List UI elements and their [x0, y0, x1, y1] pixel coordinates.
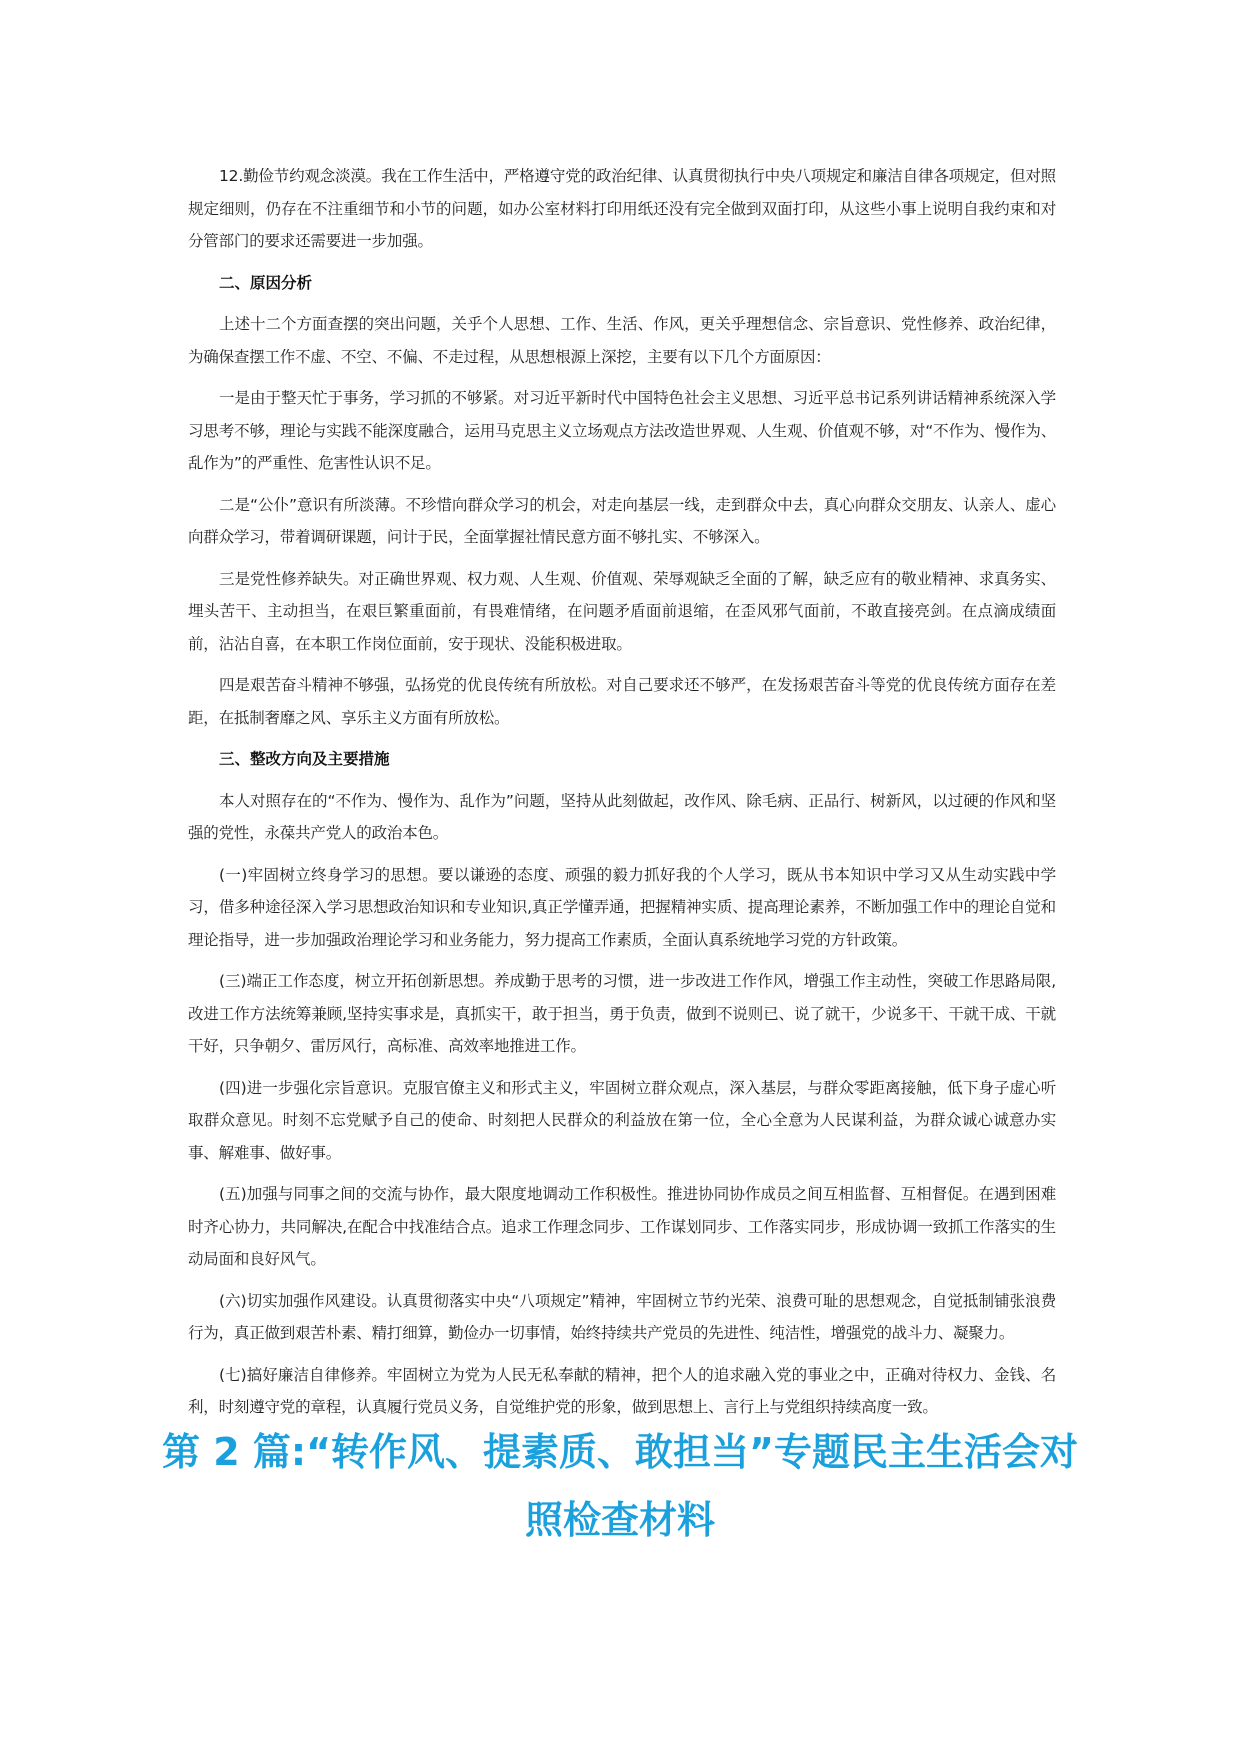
paragraph-measure-7: (七)搞好廉洁自律修养。牢固树立为党为人民无私奉献的精神，把个人的追求融入党的事业之中，正确对待权力、金钱、名利，时刻遵守党的章程，认真履行党员义务，自觉维护党的形象，做到思想上、言行上与党组织持续高度一致。	[188, 1365, 1056, 1416]
paragraph-measure-6: (六)切实加强作风建设。认真贯彻落实中央“八项规定”精神，牢固树立节约光荣、浪费可耻的思想观念，自觉抵制铺张浪费行为，真正做到艰苦朴素、精打细算，勤俭办一切事情，始终持续共产党员的先进性、纯洁性，增强党的战斗力、凝聚力。	[188, 1291, 1056, 1342]
paragraph-measures-intro: 本人对照存在的“不作为、慢作为、乱作为”问题，坚持从此刻做起，改作风、除毛病、正品行、树新风，以过硬的作风和坚强的党性，永葆共产党人的政治本色。	[188, 791, 1056, 842]
paragraph-frugality: 12.勤俭节约观念淡漠。我在工作生活中，严格遵守党的政治纪律、认真贯彻执行中央八项规定和廉洁自律各项规定，但对照规定细则，仍存在不注重细节和小节的问题，如办公室材料打印用纸还没有完全做到双面打印，从这些小事上说明自我约束和对分管部门的要求还需要进一步加强。	[188, 167, 1056, 250]
paragraph-cause-2: 二是“公仆”意识有所淡薄。不珍惜向群众学习的机会，对走向基层一线，走到群众中去，真心向群众交朋友、认亲人、虚心向群众学习，带着调研课题，问计于民，全面掌握社情民意方面不够扎实、不够深入。	[188, 495, 1056, 546]
section-heading-causes: 二、原因分析	[219, 273, 313, 292]
paragraph-measure-3: (三)端正工作态度，树立开拓创新思想。养成勤于思考的习惯，进一步改进工作作风，增强工作主动性，突破工作思路局限,改进工作方法统筹兼顾,坚持实事求是，真抓实干，敢于担当，勇于负责，做到不说则已、说了就干，少说多干、干就干成、干就干好，只争朝夕、雷厉风行，高标准、高效率地推进工作。	[188, 972, 1056, 1055]
paragraph-measure-5: (五)加强与同事之间的交流与协作，最大限度地调动工作积极性。推进协同协作成员之间互相监督、互相督促。在遇到困难时齐心协力，共同解决,在配合中找准结合点。追求工作理念同步、工作谋划同步、工作落实同步，形成协调一致抓工作落实的生动局面和良好风气。	[188, 1185, 1056, 1268]
paragraph-cause-3: 三是党性修养缺失。对正确世界观、权力观、人生观、价值观、荣辱观缺乏全面的了解，缺乏应有的敬业精神、求真务实、埋头苦干、主动担当，在艰巨繁重面前，有畏难情绪，在问题矛盾面前退缩，在歪风邪气面前，不敢直接亮剑。在点滴成绩面前，沾沾自喜，在本职工作岗位面前，安于现状、没能积极进取。	[188, 569, 1056, 653]
paragraph-causes-intro: 上述十二个方面查摆的突出问题，关乎个人思想、工作、生活、作风，更关乎理想信念、宗旨意识、党性修养、政治纪律，为确保查摆工作不虚、不空、不偏、不走过程，从思想根源上深挖，主要有以下几个方面原因：	[188, 315, 1056, 366]
paragraph-cause-4: 四是艰苦奋斗精神不够强，弘扬党的优良传统有所放松。对自己要求还不够严，在发扬艰苦奋斗等党的优良传统方面存在差距，在抵制奢靡之风、享乐主义方面有所放松。	[188, 676, 1056, 727]
document-body	[188, 160, 1056, 1433]
section-heading-measures: 三、整改方向及主要措施	[219, 750, 390, 768]
paragraph-measure-1: (一)牢固树立终身学习的思想。要以谦逊的态度、顽强的毅力抓好我的个人学习，既从书本知识中学习又从生动实践中学习，借多种途径深入学习思想政治知识和专业知识,真正学懂弄通，把握精神实质、提高理论素养，不断加强工作中的理论自觉和理论指导，进一步加强政治理论学习和业务能力，努力提高工作素质，全面认真系统地学习党的方针政策。	[188, 865, 1056, 949]
paragraph-cause-1: 一是由于整天忙于事务，学习抓的不够紧。对习近平新时代中国特色社会主义思想、习近平总书记系列讲话精神系统深入学习思考不够，理论与实践不能深度融合，运用马克思主义立场观点方法改造世界观、人生观、价值观不够，对“不作为、慢作为、乱作为”的严重性、危害性认识不足。	[188, 389, 1056, 472]
paragraph-measure-4: (四)进一步强化宗旨意识。克服官僚主义和形式主义，牢固树立群众观点，深入基层，与群众零距离接触，低下身子虚心听取群众意见。时刻不忘党赋予自己的使命、时刻把人民群众的利益放在第一位，全心全意为人民谋利益，为群众诚心诚意办实事、解难事、做好事。	[188, 1078, 1056, 1162]
article-2-title: 第 2 篇:“转作风、提素质、敢担当”专题民主生活会对照检查材料	[161, 1430, 1079, 1542]
